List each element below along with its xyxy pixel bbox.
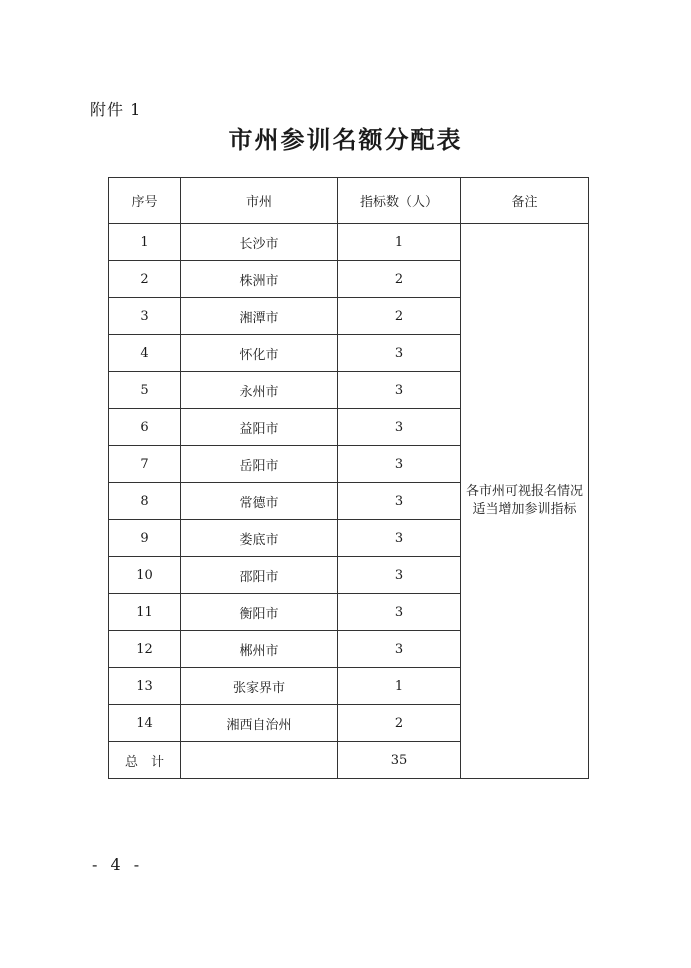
total-label: 总 计 <box>109 742 181 779</box>
remark-line: 适当增加参训指标 <box>472 502 577 517</box>
row-city: 岳阳市 <box>181 446 338 483</box>
row-number: 9 <box>109 520 181 557</box>
remark-cell <box>461 224 589 779</box>
row-city: 郴州市 <box>181 631 338 668</box>
table-row <box>109 224 589 261</box>
row-quota: 3 <box>338 594 461 631</box>
page-number: - 4 - <box>92 855 144 874</box>
header-quota: 指标数（人） <box>338 178 461 224</box>
row-quota: 3 <box>338 409 461 446</box>
row-number: 11 <box>109 594 181 631</box>
row-number: 8 <box>109 483 181 520</box>
row-city: 湘潭市 <box>181 298 338 335</box>
row-city: 常德市 <box>181 483 338 520</box>
page-title: 市州参训名额分配表 <box>228 125 463 154</box>
row-quota: 3 <box>338 557 461 594</box>
row-number: 5 <box>109 372 181 409</box>
row-city: 张家界市 <box>181 668 338 705</box>
row-city: 湘西自治州 <box>181 705 338 742</box>
row-city: 株洲市 <box>181 261 338 298</box>
row-number: 3 <box>109 298 181 335</box>
row-number: 1 <box>109 224 181 261</box>
row-quota: 3 <box>338 446 461 483</box>
row-quota: 2 <box>338 261 461 298</box>
row-quota: 1 <box>338 668 461 705</box>
row-quota: 3 <box>338 483 461 520</box>
header-number: 序号 <box>109 178 181 224</box>
remark-line: 各市州可视报名情况 <box>465 484 583 499</box>
row-quota: 2 <box>338 705 461 742</box>
row-quota: 3 <box>338 631 461 668</box>
row-quota: 3 <box>338 372 461 409</box>
table-body <box>109 224 589 779</box>
row-city: 娄底市 <box>181 520 338 557</box>
row-city: 益阳市 <box>181 409 338 446</box>
total-city <box>181 742 338 779</box>
row-city: 永州市 <box>181 372 338 409</box>
row-number: 14 <box>109 705 181 742</box>
table-header-row <box>109 178 589 224</box>
row-number: 12 <box>109 631 181 668</box>
row-number: 2 <box>109 261 181 298</box>
header-city: 市州 <box>181 178 338 224</box>
row-quota: 3 <box>338 520 461 557</box>
quota-table <box>108 177 589 779</box>
row-quota: 1 <box>338 224 461 261</box>
header-remark: 备注 <box>461 178 589 224</box>
attachment-label: 附件 1 <box>90 100 142 119</box>
row-city: 怀化市 <box>181 335 338 372</box>
row-city: 邵阳市 <box>181 557 338 594</box>
row-city: 长沙市 <box>181 224 338 261</box>
row-number: 6 <box>109 409 181 446</box>
row-number: 4 <box>109 335 181 372</box>
row-number: 7 <box>109 446 181 483</box>
total-value: 35 <box>338 742 461 779</box>
row-city: 衡阳市 <box>181 594 338 631</box>
row-quota: 2 <box>338 298 461 335</box>
row-quota: 3 <box>338 335 461 372</box>
row-number: 13 <box>109 668 181 705</box>
row-number: 10 <box>109 557 181 594</box>
